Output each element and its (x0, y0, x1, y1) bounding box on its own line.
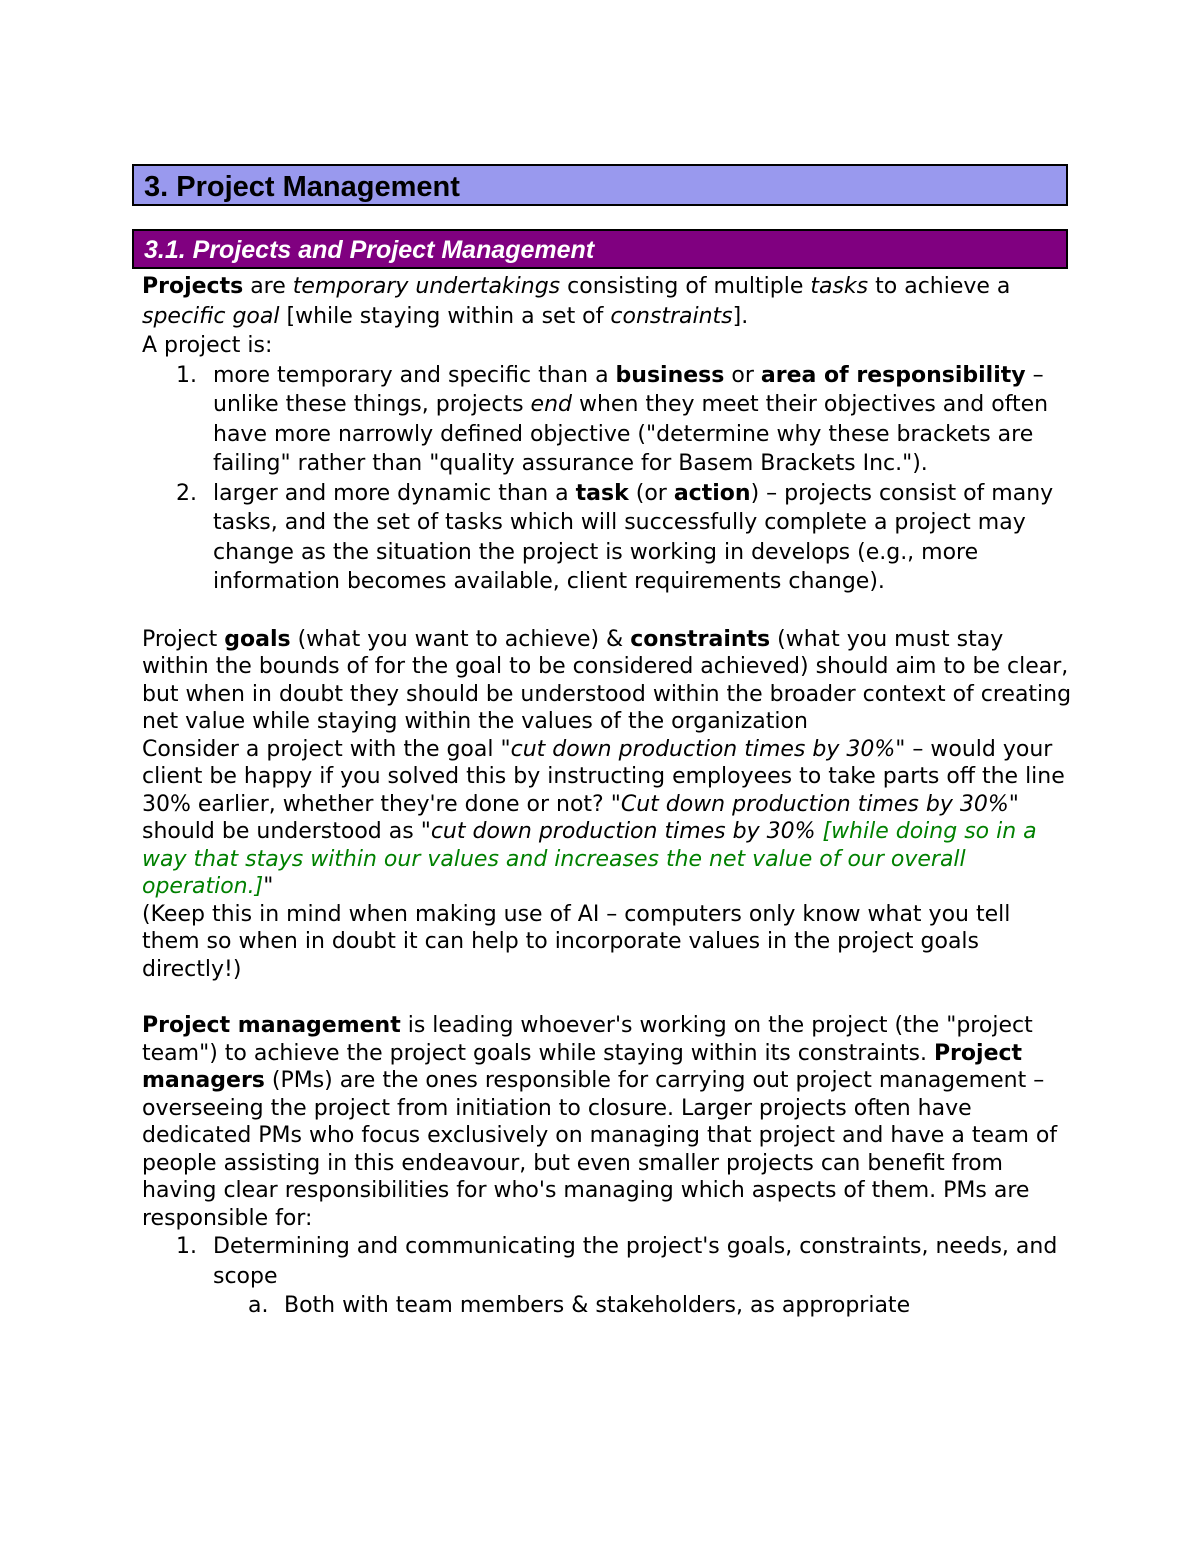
text: ) – projects consist of many tasks, and the set of tasks which will successfully complete a project may change as the situation the project is working in develops (e.g., more information becomes available, client requirements change). (213, 480, 1054, 594)
text: " – would your client be happy if you solved this by instructing employees to take parts off the line 30% earlier, whether they're done or not? " (142, 736, 1065, 817)
text: larger and more dynamic than a (213, 480, 576, 506)
text: [while staying within a set of (279, 303, 611, 329)
text: Both with team members & stakeholders, as appropriate (284, 1293, 911, 1318)
text: to achieve a (868, 274, 1011, 299)
quoted-goal: Cut down production times by 30% (620, 791, 1009, 817)
term-specific-goal: specific goal (142, 303, 280, 329)
goals-constraints-paragraph (142, 626, 1072, 736)
text: more temporary and specific than a (213, 362, 616, 388)
document-body (142, 272, 1072, 1321)
text: " (263, 874, 274, 899)
term-temporary-undertakings: temporary undertakings (292, 274, 561, 299)
list-number: 1. (176, 362, 197, 388)
term-projects: Projects (142, 274, 244, 299)
subsection-heading-box (132, 229, 1068, 269)
text: consisting of multiple (560, 274, 811, 299)
term-business: business (615, 362, 725, 388)
list-letter: a. (248, 1293, 269, 1318)
project-is-label: A project is: (142, 333, 273, 358)
list-item (142, 479, 1072, 597)
project-management-paragraph (142, 1012, 1072, 1232)
section-heading-box (132, 164, 1068, 206)
term-constraints-bold: constraints (630, 626, 771, 652)
text: " should be understood as " (142, 791, 1019, 844)
list-item (142, 1232, 1072, 1291)
subsection-heading: 3.1. Projects and Project Management (144, 236, 595, 264)
text: (what you must stay within the bounds of for the goal to be considered achieved) should aim to be clear, but when in doubt they should be understood within the broader context of creating net value while staying within the values of the organization (142, 626, 1072, 734)
term-area-of-responsibility: area of responsibility (760, 362, 1026, 388)
list-subitem (142, 1291, 1072, 1321)
text: are (243, 274, 293, 299)
term-project-managers: Project managers (142, 1040, 1023, 1093)
quoted-goal: cut down production times by 30% (430, 819, 823, 844)
text: Determining and communicating the project's goals, constraints, needs, and scope (213, 1234, 1058, 1289)
spacer (142, 597, 1072, 626)
goals-section (142, 626, 1072, 984)
text: Consider a project with the goal " (142, 736, 511, 762)
term-constraints: constraints (610, 303, 733, 329)
section-heading: 3. Project Management (144, 171, 460, 203)
project-is-list (142, 361, 1072, 597)
term-action: action (673, 480, 751, 506)
green-values-clause: [while doing so in a way that stays within our values and increases the net value of our overall operation.] (142, 819, 1037, 899)
text: – unlike these things, projects (213, 362, 1044, 417)
pm-section (142, 1012, 1072, 1232)
text: ]. (732, 303, 749, 329)
text: or (724, 362, 761, 388)
text: (or (628, 480, 674, 506)
list-number: 2. (176, 480, 197, 506)
list-number: 1. (176, 1234, 197, 1259)
text: is leading whoever's working on the project (the "project team") to achieve the project goals while staying within its constraints. (142, 1013, 1033, 1066)
text: (what you want to achieve) & (290, 626, 631, 652)
term-goals: goals (224, 626, 291, 652)
pm-responsibilities-list (142, 1232, 1072, 1321)
spacer (142, 983, 1072, 1012)
ai-note-paragraph: (Keep this in mind when making use of AI – computers only know what you tell them so when in doubt it can help to incorporate values in the project goals directly!) (142, 901, 1011, 982)
text: when they meet their objectives and often have more narrowly defined objective ("determine why these brackets are failing" rather than "quality assurance for Basem Brackets Inc."). (213, 392, 1049, 476)
term-project-management: Project management (142, 1013, 401, 1038)
term-end: end (530, 392, 572, 417)
term-tasks: tasks (810, 274, 869, 299)
term-task: task (575, 480, 629, 506)
example-paragraph (142, 736, 1072, 901)
quoted-goal: cut down production times by 30% (510, 736, 896, 762)
list-item (142, 361, 1072, 479)
text: (PMs) are the ones responsible for carrying out project management – overseeing the project from initiation to closure. Larger projects often have dedicated PMs who focus exclusively on managing that project and have a team of people assisting in this endeavour, but even smaller projects can benefit from having clear responsibilities for who's managing which aspects of them. PMs are responsible for: (142, 1068, 1058, 1231)
projects-definition-paragraph (142, 272, 1072, 331)
text: Project (142, 626, 225, 652)
